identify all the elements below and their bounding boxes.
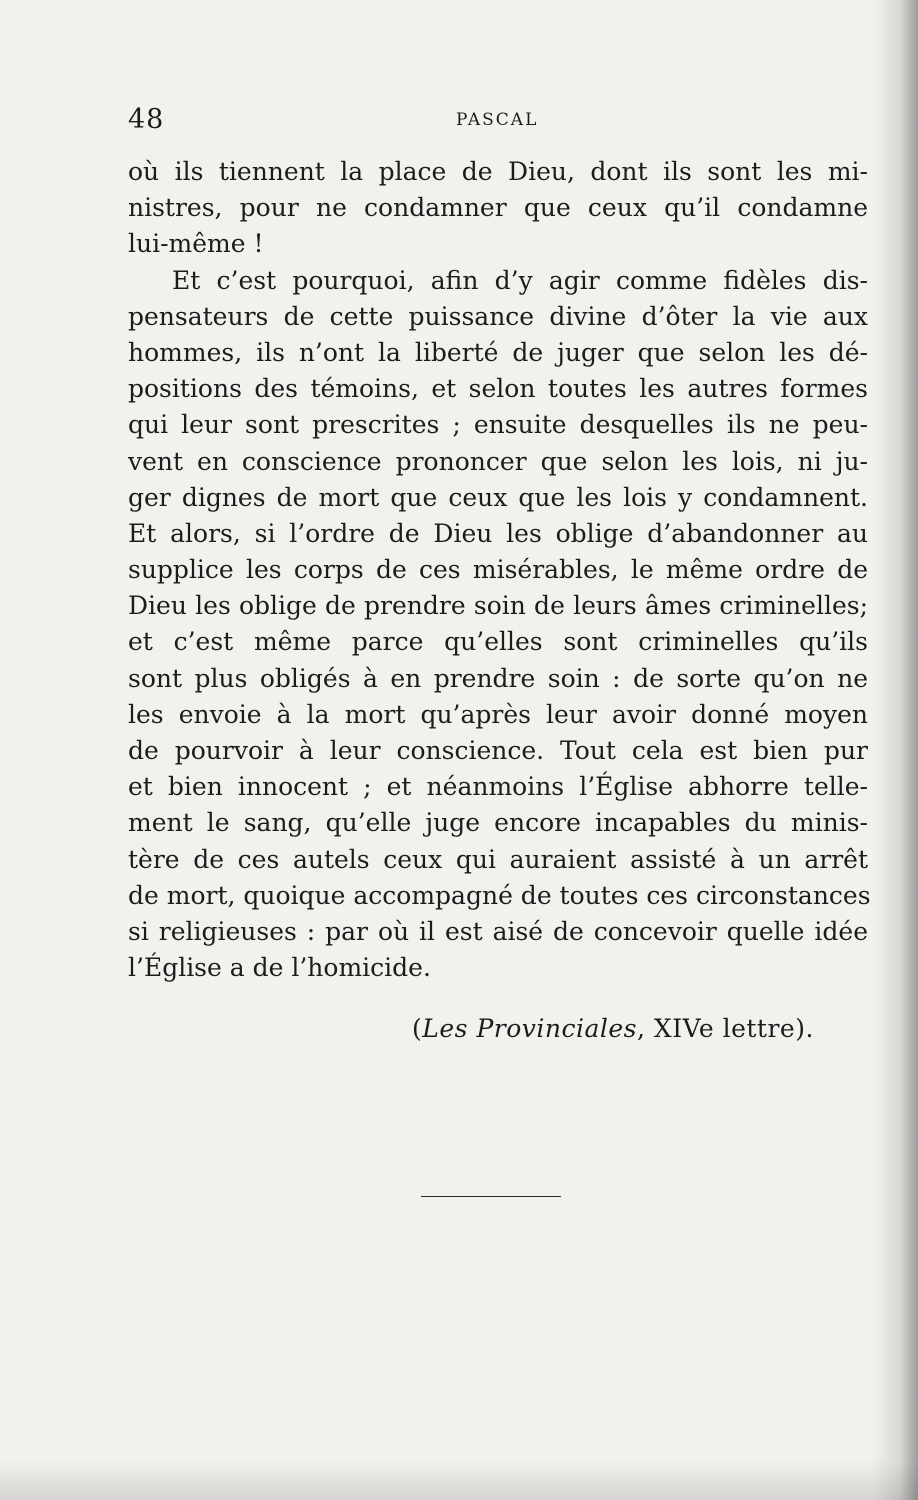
text-line: de pourvoir à leur conscience. Tout cela est bien pur bbox=[128, 736, 868, 765]
citation-detail: , XIVe lettre). bbox=[637, 1014, 814, 1043]
text-line: lui-même ! bbox=[128, 229, 264, 259]
text-line: et bien innocent ; et néanmoins l’Église abhorre telle- bbox=[128, 772, 868, 802]
text-line: de mort, quoique accompagné de toutes ces circonstances bbox=[128, 880, 871, 910]
text-line: qui leur sont prescrites ; ensuite desquelles ils ne peu- bbox=[128, 410, 868, 440]
text-line: tère de ces autels ceux qui auraient assisté à un arrêt bbox=[128, 844, 868, 874]
citation-open: ( bbox=[412, 1014, 423, 1043]
page-edge-shadow bbox=[872, 0, 918, 1500]
text-line: positions des témoins, et selon toutes les autres formes bbox=[128, 374, 868, 404]
running-title: PASCAL bbox=[456, 110, 539, 130]
text-line: Dieu les oblige de prendre soin de leurs âmes criminelles; bbox=[128, 591, 868, 621]
text-line: où ils tiennent la place de Dieu, dont ils sont les mi- bbox=[128, 157, 868, 186]
text-line: ger dignes de mort que ceux que les lois y condamnent. bbox=[128, 482, 868, 512]
paragraph-first-line: Et c’est pourquoi, afin d’y agir comme fidèles dis- bbox=[172, 265, 868, 295]
text-line: ment le sang, qu’elle juge encore incapables du minis- bbox=[128, 808, 868, 838]
text-line: sont plus obligés à en prendre soin : de sorte qu’on ne bbox=[128, 663, 868, 693]
page-number: 48 bbox=[128, 104, 165, 135]
text-line: et c’est même parce qu’elles sont criminelles qu’ils bbox=[128, 627, 868, 657]
end-rule bbox=[421, 1196, 561, 1197]
source-citation bbox=[412, 1014, 814, 1043]
text-line: vent en conscience prononcer que selon les lois, ni ju- bbox=[128, 446, 868, 476]
text-line: Et alors, si l’ordre de Dieu les oblige d’abandonner au bbox=[128, 518, 868, 548]
text-line: nistres, pour ne condamner que ceux qu’il condamne bbox=[128, 193, 868, 223]
body-text bbox=[128, 154, 871, 986]
text-line: l’Église a de l’homicide. bbox=[128, 953, 431, 983]
text-line: pensateurs de cette puissance divine d’ôter la vie aux bbox=[128, 301, 868, 331]
text-line: supplice les corps de ces misérables, le même ordre de bbox=[128, 555, 868, 585]
text-line: hommes, ils n’ont la liberté de juger que selon les dé- bbox=[128, 337, 868, 367]
text-line: si religieuses : par où il est aisé de concevoir quelle idée bbox=[128, 916, 868, 946]
text-line: les envoie à la mort qu’après leur avoir donné moyen bbox=[128, 699, 868, 729]
running-head bbox=[128, 104, 868, 138]
page-bottom-shadow bbox=[0, 1460, 918, 1500]
citation-work-title: Les Provinciales bbox=[422, 1014, 638, 1043]
